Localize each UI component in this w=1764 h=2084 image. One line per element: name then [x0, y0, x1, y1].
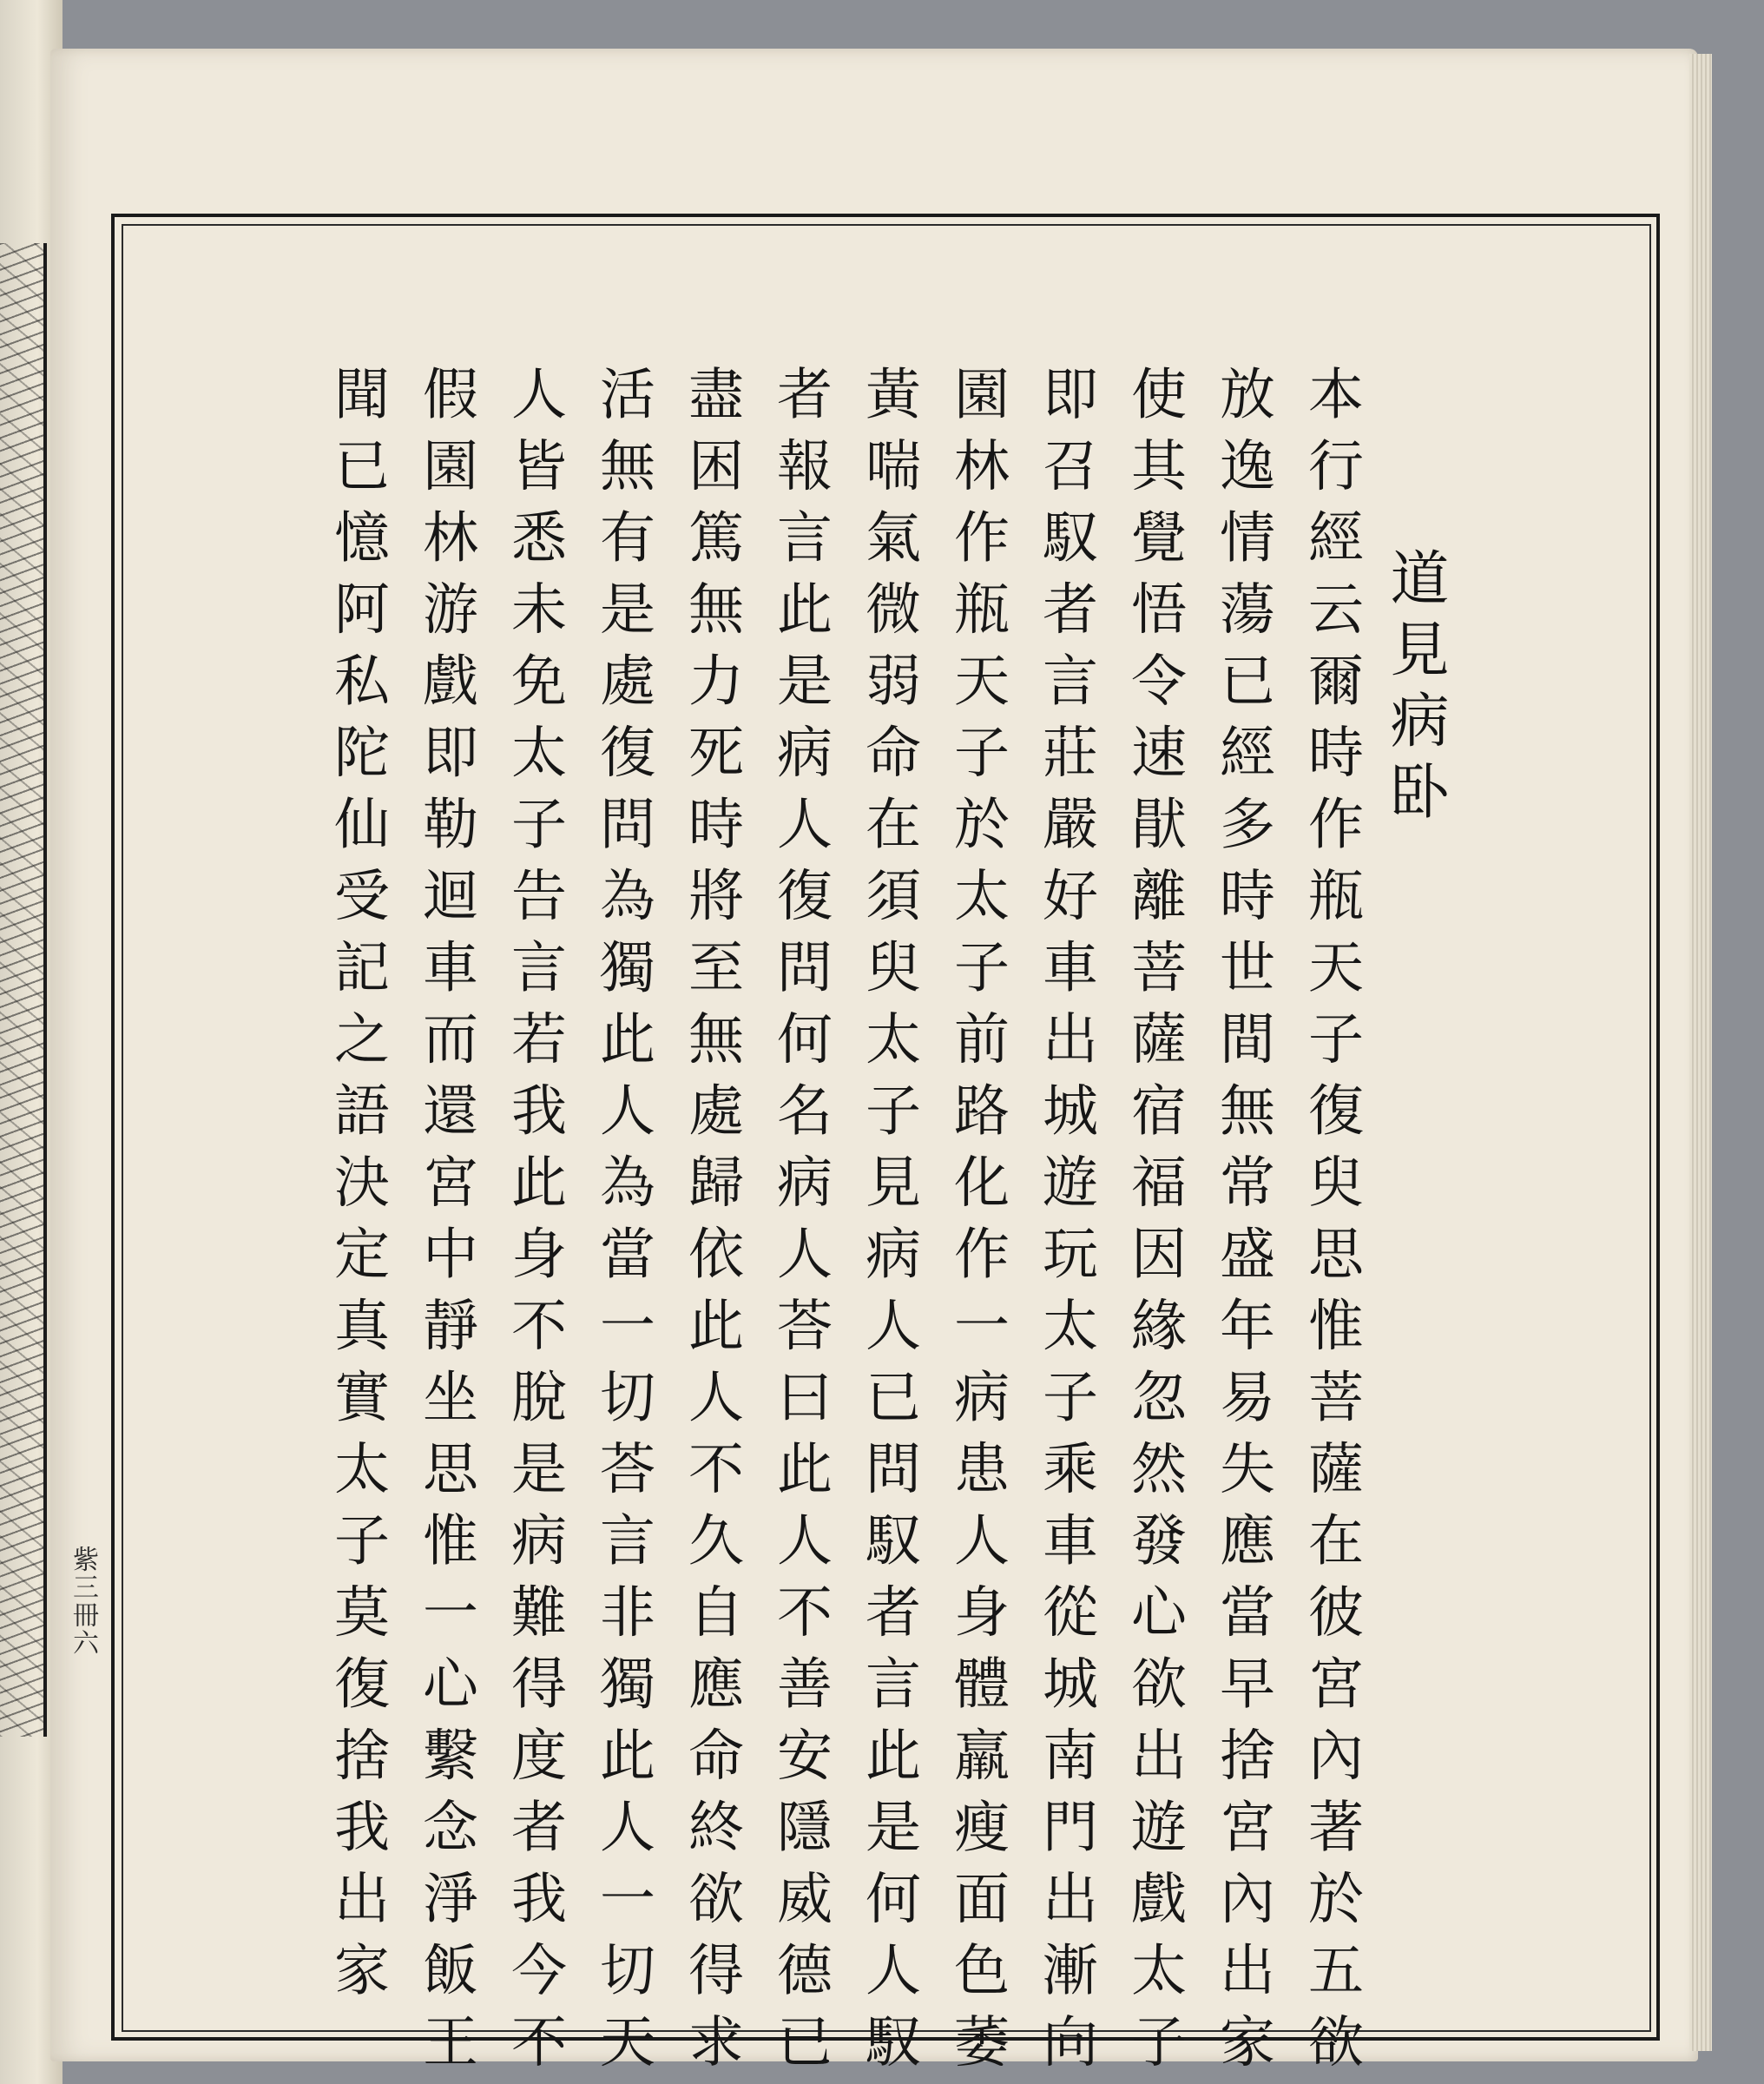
text-column-1: 本行經云爾時作瓶天子復臾思惟菩薩在彼宮內著於五欲: [1299, 365, 1363, 2084]
text-column-7: 者報言此是病人復問何名病人荅曰此人不善安隱威德已: [767, 365, 832, 2084]
text-column-5: 園林作瓶天子於太子前路化作一病患人身體羸瘦面色萎: [945, 365, 1009, 2084]
previous-page-illustration: [0, 243, 47, 1737]
text-column-4: 即召馭者言莊嚴好車出城遊玩太子乘車從城南門出漸向: [1033, 365, 1097, 2084]
text-column-8: 盡困篤無力死時將至無處歸依此人不久自應命終欲得求: [679, 365, 743, 2084]
text-column-2: 放逸情蕩已經多時世間無常盛年易失應當早捨宮內出家: [1210, 365, 1274, 2084]
page-title: 道見病卧: [1380, 547, 1449, 832]
text-column-11: 假園林游戲即勒迴車而還宮中靜坐思惟一心繫念淨飯王: [413, 365, 477, 2084]
text-column-9: 活無有是處復問為獨此人為當一切荅言非獨此人一切天: [590, 365, 655, 2084]
page-stack-edge: [1689, 54, 1712, 2051]
text-column-6: 黃喘氣微弱命在須臾太子見病人已問馭者言此是何人馭: [856, 365, 920, 2084]
text-column-12: 聞已憶阿私陀仙受記之語決定真實太子莫復捨我出家: [325, 365, 389, 2013]
previous-page-caption: 紫三冊六: [68, 1546, 98, 1657]
text-column-3: 使其覺悟令速猒離菩薩宿福因緣忽然發心欲出遊戲太子: [1122, 365, 1186, 2084]
text-column-10: 人皆悉未免太子告言若我此身不脫是病難得度者我今不: [502, 365, 566, 2084]
